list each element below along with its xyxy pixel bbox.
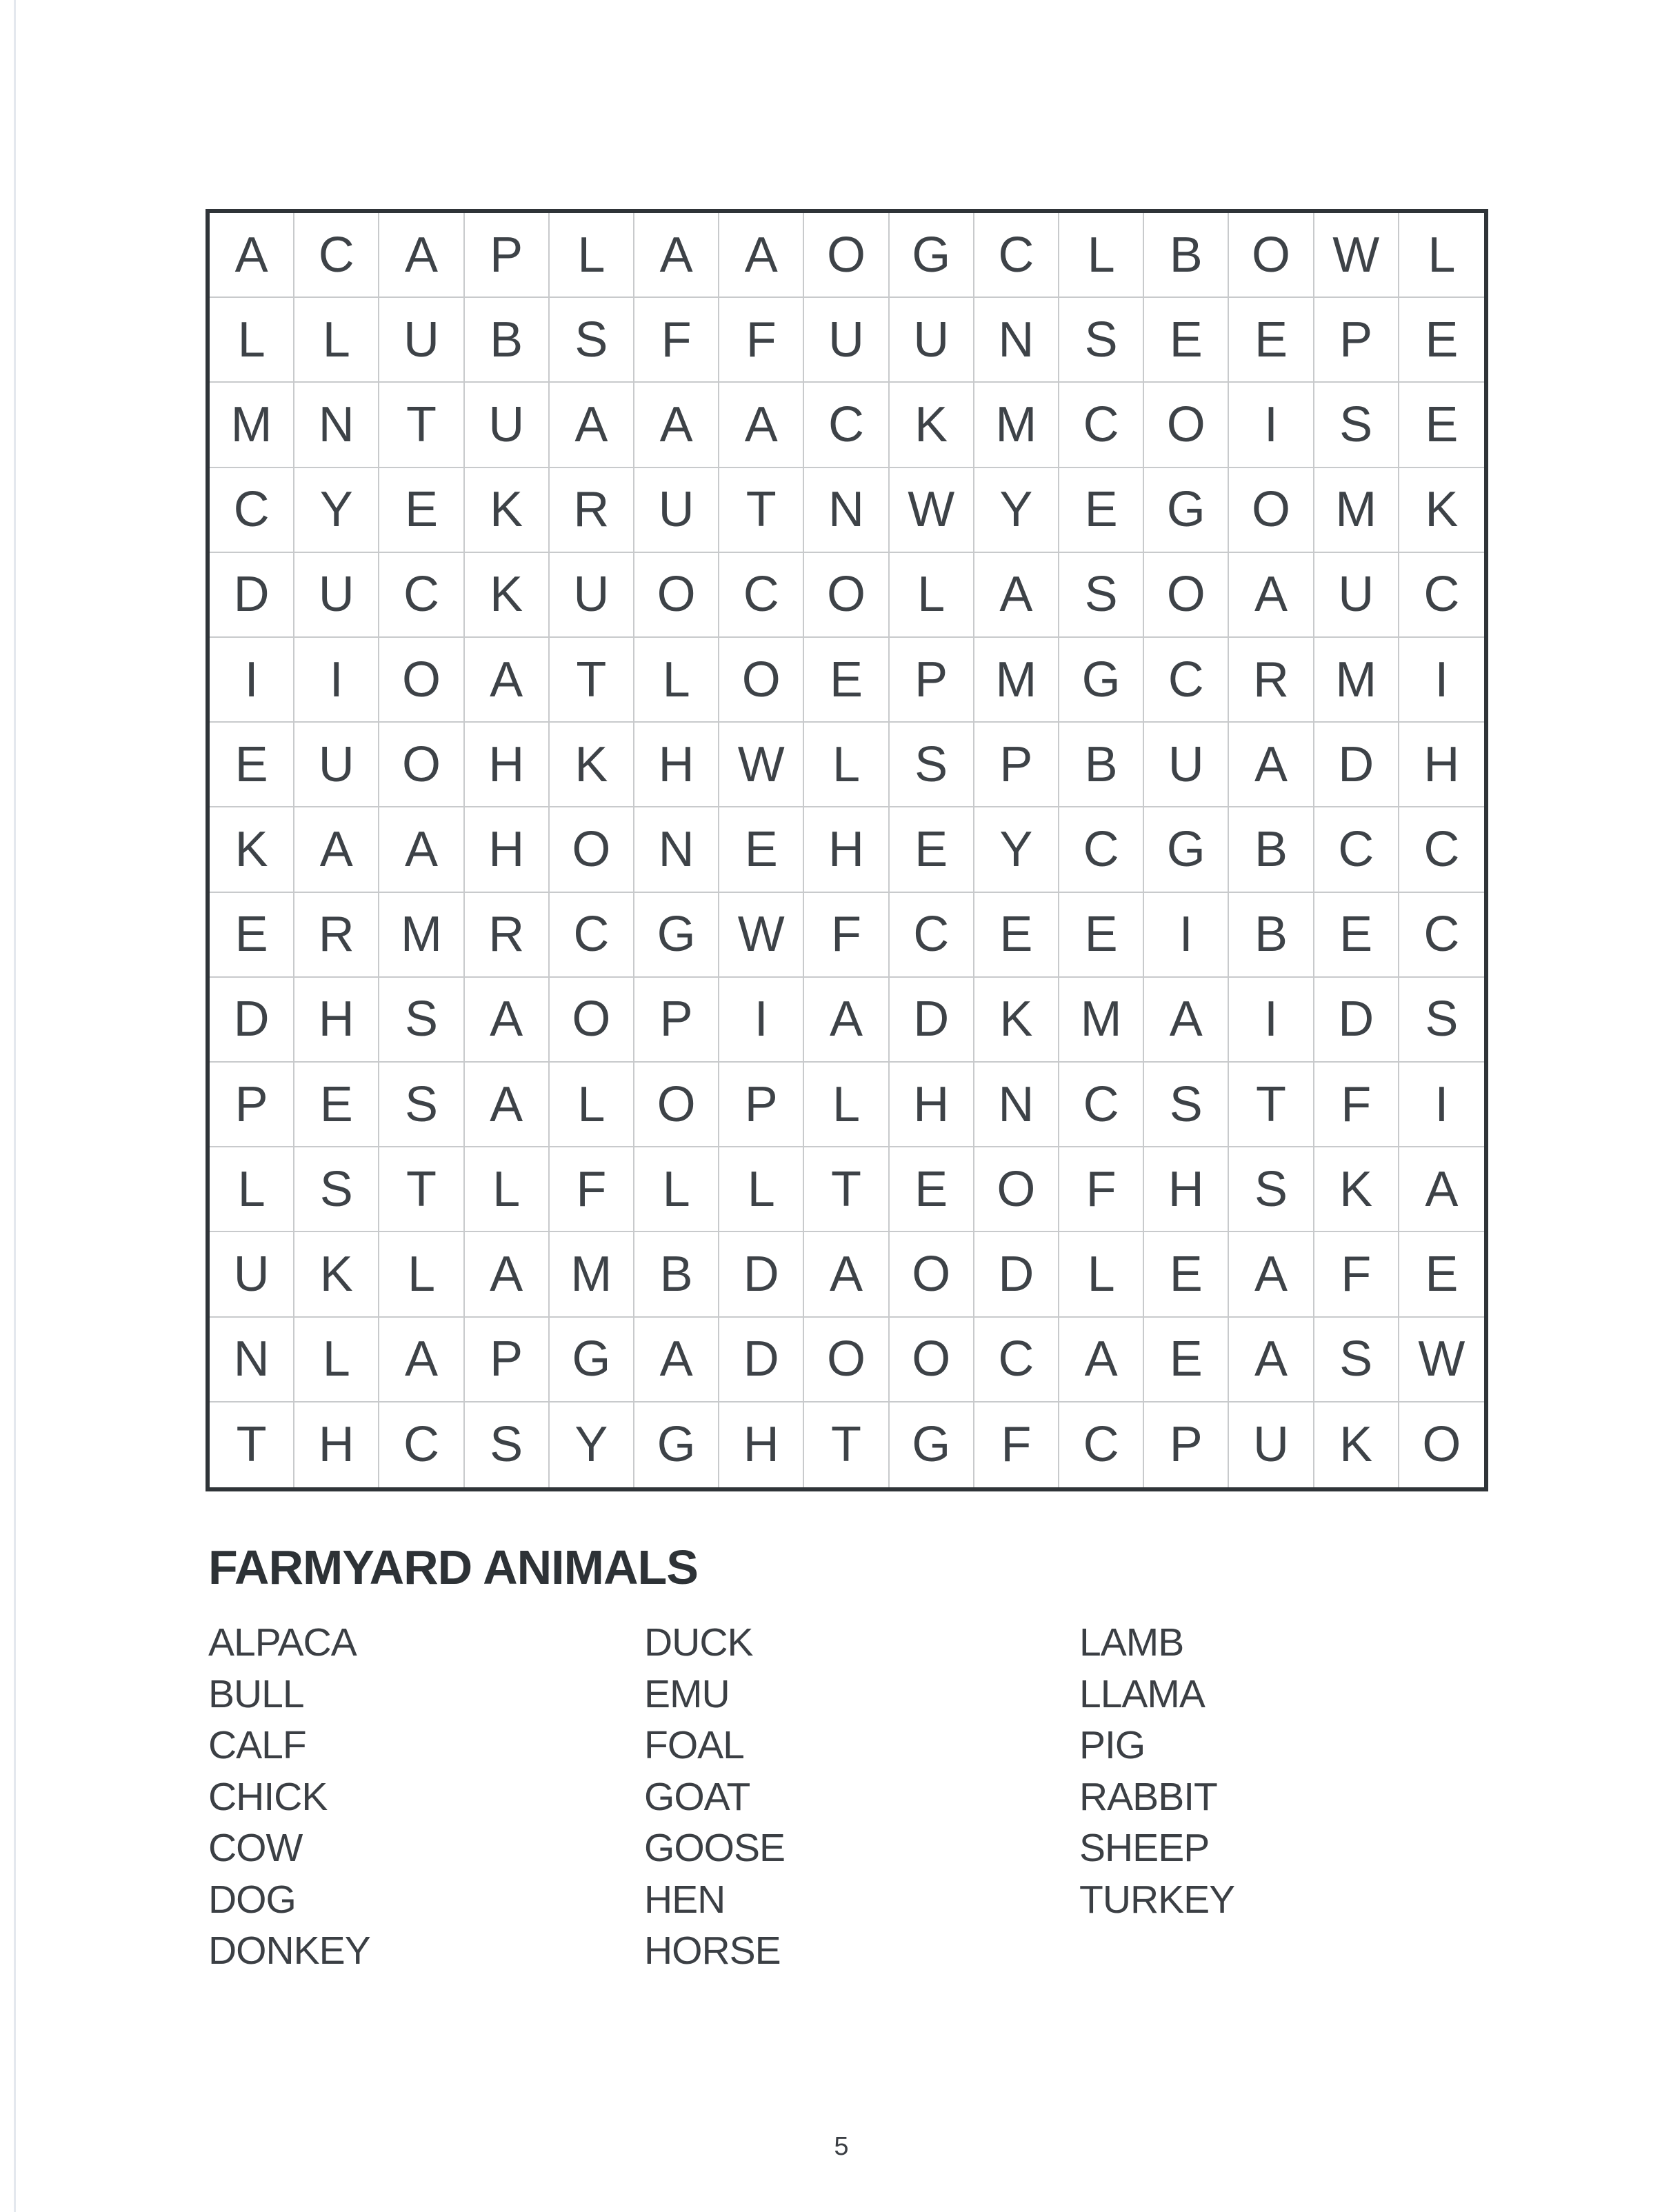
grid-cell: A — [974, 553, 1059, 638]
grid-cell: R — [294, 893, 379, 978]
grid-cell: M — [1314, 468, 1399, 553]
grid-cell: A — [1229, 553, 1314, 638]
grid-cell: A — [634, 213, 719, 298]
grid-cell: A — [1229, 723, 1314, 807]
grid-cell: N — [634, 807, 719, 892]
word-list-item: HORSE — [644, 1929, 781, 1973]
grid-cell: B — [1229, 893, 1314, 978]
grid-cell: C — [1314, 807, 1399, 892]
grid-cell: A — [550, 383, 634, 467]
grid-cell: K — [465, 553, 550, 638]
grid-cell: W — [1399, 1318, 1484, 1402]
grid-cell: D — [1314, 978, 1399, 1063]
grid-cell: S — [890, 723, 974, 807]
grid-cell: C — [719, 553, 804, 638]
grid-cell: E — [1059, 893, 1144, 978]
grid-cell: L — [804, 1063, 889, 1147]
grid-cell: A — [294, 807, 379, 892]
grid-cell: O — [804, 213, 889, 298]
grid-cell: A — [465, 638, 550, 723]
grid-cell: K — [1314, 1402, 1399, 1487]
grid-cell: O — [1144, 553, 1229, 638]
word-list-item: DONKEY — [208, 1929, 370, 1973]
grid-cell: E — [804, 638, 889, 723]
grid-cell: U — [804, 298, 889, 383]
grid-cell: A — [719, 383, 804, 467]
grid-cell: E — [974, 893, 1059, 978]
word-list-item: PIG — [1079, 1723, 1145, 1767]
grid-cell: C — [1399, 893, 1484, 978]
grid-cell: F — [974, 1402, 1059, 1487]
grid-cell: H — [890, 1063, 974, 1147]
grid-cell: B — [1144, 213, 1229, 298]
grid-cell: L — [379, 1232, 464, 1317]
grid-cell: A — [1399, 1147, 1484, 1232]
grid-cell: H — [1399, 723, 1484, 807]
grid-cell: P — [634, 978, 719, 1063]
grid-cell: E — [719, 807, 804, 892]
word-list-column-1 — [208, 1617, 370, 1977]
grid-cell: I — [210, 638, 294, 723]
grid-cell: U — [379, 298, 464, 383]
grid-cell: I — [1399, 638, 1484, 723]
grid-cell: K — [1399, 468, 1484, 553]
word-list-column-2 — [644, 1617, 785, 1977]
grid-cell: F — [634, 298, 719, 383]
grid-cell: E — [1399, 383, 1484, 467]
grid-cell: I — [719, 978, 804, 1063]
word-list-item: HEN — [644, 1877, 726, 1922]
grid-cell: P — [719, 1063, 804, 1147]
grid-cell: G — [1059, 638, 1144, 723]
grid-cell: P — [1144, 1402, 1229, 1487]
grid-cell: C — [1059, 1402, 1144, 1487]
grid-cell: C — [1144, 638, 1229, 723]
grid-cell: E — [1144, 298, 1229, 383]
grid-cell: C — [974, 1318, 1059, 1402]
grid-cell: L — [1399, 213, 1484, 298]
word-list-item: RABBIT — [1079, 1774, 1217, 1819]
grid-cell: A — [379, 807, 464, 892]
grid-cell: R — [550, 468, 634, 553]
grid-cell: E — [1399, 1232, 1484, 1317]
grid-cell: M — [1059, 978, 1144, 1063]
grid-cell: P — [1314, 298, 1399, 383]
grid-cell: A — [634, 383, 719, 467]
grid-cell: K — [550, 723, 634, 807]
grid-cell: S — [1144, 1063, 1229, 1147]
grid-cell: F — [804, 893, 889, 978]
grid-cell: G — [1144, 468, 1229, 553]
grid-cell: E — [1399, 298, 1484, 383]
grid-cell: W — [719, 893, 804, 978]
word-list-item: CALF — [208, 1723, 306, 1767]
grid-cell: M — [210, 383, 294, 467]
grid-cell: C — [379, 1402, 464, 1487]
grid-cell: C — [974, 213, 1059, 298]
grid-cell: O — [379, 723, 464, 807]
grid-cell: C — [1399, 553, 1484, 638]
grid-cell: D — [890, 978, 974, 1063]
grid-cell: L — [465, 1147, 550, 1232]
grid-cell: U — [634, 468, 719, 553]
grid-cell: E — [1144, 1318, 1229, 1402]
grid-cell: A — [804, 1232, 889, 1317]
grid-cell: K — [465, 468, 550, 553]
word-list-item: BULL — [208, 1671, 304, 1716]
page-edge — [14, 0, 16, 2212]
grid-cell: A — [379, 1318, 464, 1402]
grid-cell: W — [719, 723, 804, 807]
grid-cell: G — [890, 213, 974, 298]
grid-cell: A — [804, 978, 889, 1063]
grid-cell: A — [1229, 1318, 1314, 1402]
grid-cell: B — [1059, 723, 1144, 807]
word-list-item: CHICK — [208, 1774, 328, 1819]
grid-cell: A — [379, 213, 464, 298]
grid-cell: B — [634, 1232, 719, 1317]
word-list-item: TURKEY — [1079, 1877, 1235, 1922]
grid-cell: U — [1229, 1402, 1314, 1487]
grid-cell: W — [1314, 213, 1399, 298]
grid-cell: N — [804, 468, 889, 553]
grid-cell: P — [465, 1318, 550, 1402]
grid-cell: S — [550, 298, 634, 383]
grid-cell: Y — [550, 1402, 634, 1487]
grid-cell: E — [294, 1063, 379, 1147]
grid-cell: G — [634, 893, 719, 978]
grid-cell: T — [804, 1402, 889, 1487]
grid-cell: O — [1229, 468, 1314, 553]
grid-cell: P — [890, 638, 974, 723]
word-list-item: GOOSE — [644, 1826, 786, 1870]
grid-cell: O — [1144, 383, 1229, 467]
grid-cell: L — [550, 213, 634, 298]
grid-cell: T — [1229, 1063, 1314, 1147]
grid-cell: L — [210, 1147, 294, 1232]
grid-cell: B — [465, 298, 550, 383]
grid-cell: E — [210, 723, 294, 807]
grid-cell: N — [294, 383, 379, 467]
grid-cell: I — [1144, 893, 1229, 978]
grid-cell: L — [1059, 1232, 1144, 1317]
page-number: 5 — [834, 2132, 849, 2161]
grid-cell: A — [465, 1232, 550, 1317]
grid-cell: P — [210, 1063, 294, 1147]
grid-cell: T — [719, 468, 804, 553]
grid-cell: D — [210, 553, 294, 638]
word-list-item: ALPACA — [208, 1620, 357, 1665]
word-list-item: LAMB — [1079, 1620, 1184, 1665]
grid-cell: F — [1059, 1147, 1144, 1232]
grid-cell: K — [294, 1232, 379, 1317]
grid-cell: L — [634, 1147, 719, 1232]
grid-cell: R — [1229, 638, 1314, 723]
grid-cell: H — [465, 807, 550, 892]
grid-cell: K — [210, 807, 294, 892]
grid-cell: U — [210, 1232, 294, 1317]
grid-cell: H — [719, 1402, 804, 1487]
grid-cell: S — [465, 1402, 550, 1487]
grid-cell: O — [1229, 213, 1314, 298]
grid-cell: O — [634, 1063, 719, 1147]
word-list-item: LLAMA — [1079, 1671, 1205, 1716]
grid-cell: U — [1144, 723, 1229, 807]
word-list-column-3 — [1079, 1617, 1234, 1925]
grid-cell: A — [1144, 978, 1229, 1063]
word-list-item: GOAT — [644, 1774, 750, 1819]
grid-cell: T — [550, 638, 634, 723]
grid-cell: C — [550, 893, 634, 978]
grid-cell: K — [974, 978, 1059, 1063]
grid-cell: H — [465, 723, 550, 807]
grid-cell: L — [804, 723, 889, 807]
grid-cell: A — [1059, 1318, 1144, 1402]
grid-cell: O — [804, 1318, 889, 1402]
grid-cell: S — [379, 1063, 464, 1147]
grid-cell: F — [550, 1147, 634, 1232]
grid-cell: T — [804, 1147, 889, 1232]
grid-cell: P — [974, 723, 1059, 807]
grid-cell: H — [804, 807, 889, 892]
word-list-item: SHEEP — [1079, 1826, 1210, 1870]
grid-cell: O — [890, 1318, 974, 1402]
grid-cell: S — [1399, 978, 1484, 1063]
grid-cell: C — [1059, 1063, 1144, 1147]
grid-cell: F — [719, 298, 804, 383]
grid-cell: H — [294, 1402, 379, 1487]
grid-cell: U — [890, 298, 974, 383]
grid-cell: L — [890, 553, 974, 638]
grid-cell: U — [550, 553, 634, 638]
grid-cell: A — [719, 213, 804, 298]
grid-cell: S — [379, 978, 464, 1063]
grid-cell: N — [974, 298, 1059, 383]
grid-cell: L — [634, 638, 719, 723]
grid-cell: N — [210, 1318, 294, 1402]
grid-cell: C — [1059, 807, 1144, 892]
grid-cell: A — [634, 1318, 719, 1402]
grid-cell: L — [210, 298, 294, 383]
grid-cell: U — [294, 723, 379, 807]
grid-cell: E — [1229, 298, 1314, 383]
grid-cell: P — [465, 213, 550, 298]
grid-cell: S — [1229, 1147, 1314, 1232]
grid-cell: B — [1229, 807, 1314, 892]
word-list-item: FOAL — [644, 1723, 744, 1767]
grid-cell: D — [719, 1318, 804, 1402]
grid-cell: M — [974, 383, 1059, 467]
grid-cell: E — [210, 893, 294, 978]
grid-cell: O — [719, 638, 804, 723]
grid-cell: O — [974, 1147, 1059, 1232]
grid-cell: L — [719, 1147, 804, 1232]
grid-cell: K — [1314, 1147, 1399, 1232]
grid-cell: E — [890, 807, 974, 892]
grid-cell: S — [1059, 553, 1144, 638]
grid-cell: D — [974, 1232, 1059, 1317]
grid-cell: T — [379, 383, 464, 467]
grid-cell: F — [1314, 1232, 1399, 1317]
grid-cell: U — [294, 553, 379, 638]
grid-cell: A — [210, 213, 294, 298]
grid-cell: G — [890, 1402, 974, 1487]
grid-cell: H — [294, 978, 379, 1063]
grid-cell: O — [890, 1232, 974, 1317]
grid-cell: W — [890, 468, 974, 553]
grid-cell: Y — [974, 807, 1059, 892]
grid-cell: U — [1314, 553, 1399, 638]
word-list-title: FARMYARD ANIMALS — [208, 1540, 698, 1594]
grid-cell: S — [294, 1147, 379, 1232]
word-list-item: DUCK — [644, 1620, 753, 1665]
grid-cell: A — [1229, 1232, 1314, 1317]
grid-cell: M — [550, 1232, 634, 1317]
grid-cell: O — [634, 553, 719, 638]
grid-cell: G — [634, 1402, 719, 1487]
grid-cell: T — [210, 1402, 294, 1487]
grid-cell: L — [550, 1063, 634, 1147]
grid-cell: I — [1399, 1063, 1484, 1147]
grid-cell: Y — [974, 468, 1059, 553]
grid-cell: M — [974, 638, 1059, 723]
grid-cell: L — [294, 1318, 379, 1402]
grid-cell: A — [465, 1063, 550, 1147]
grid-cell: G — [550, 1318, 634, 1402]
grid-cell: E — [890, 1147, 974, 1232]
grid-cell: F — [1314, 1063, 1399, 1147]
grid-cell: S — [1314, 383, 1399, 467]
grid-cell: K — [890, 383, 974, 467]
grid-cell: O — [804, 553, 889, 638]
grid-cell: C — [379, 553, 464, 638]
grid-cell: D — [210, 978, 294, 1063]
grid-cell: N — [974, 1063, 1059, 1147]
grid-cell: O — [550, 807, 634, 892]
grid-cell: C — [294, 213, 379, 298]
grid-cell: R — [465, 893, 550, 978]
grid-cell: E — [379, 468, 464, 553]
grid-cell: C — [1059, 383, 1144, 467]
grid-cell: D — [719, 1232, 804, 1317]
grid-cell: E — [1314, 893, 1399, 978]
word-list-item: DOG — [208, 1877, 296, 1922]
grid-cell: C — [210, 468, 294, 553]
grid-cell: H — [1144, 1147, 1229, 1232]
grid-cell: O — [379, 638, 464, 723]
grid-cell: C — [804, 383, 889, 467]
grid-cell: A — [465, 978, 550, 1063]
grid-cell: L — [1059, 213, 1144, 298]
grid-cell: Y — [294, 468, 379, 553]
grid-cell: E — [1144, 1232, 1229, 1317]
grid-cell: O — [550, 978, 634, 1063]
grid-cell: C — [890, 893, 974, 978]
grid-cell: E — [1059, 468, 1144, 553]
grid-cell: D — [1314, 723, 1399, 807]
grid-cell: I — [294, 638, 379, 723]
word-search-grid — [206, 209, 1488, 1491]
grid-cell: S — [1314, 1318, 1399, 1402]
word-list-item: COW — [208, 1826, 303, 1870]
grid-cell: U — [465, 383, 550, 467]
word-list-item: EMU — [644, 1671, 730, 1716]
grid-cell: S — [1059, 298, 1144, 383]
grid-cell: T — [379, 1147, 464, 1232]
grid-cell: H — [634, 723, 719, 807]
grid-cell: I — [1229, 383, 1314, 467]
grid-cell: C — [1399, 807, 1484, 892]
grid-cell: G — [1144, 807, 1229, 892]
grid-cell: M — [379, 893, 464, 978]
grid-cell: L — [294, 298, 379, 383]
grid-cell: O — [1422, 1417, 1461, 1473]
grid-cell: M — [1314, 638, 1399, 723]
grid-cell: I — [1229, 978, 1314, 1063]
